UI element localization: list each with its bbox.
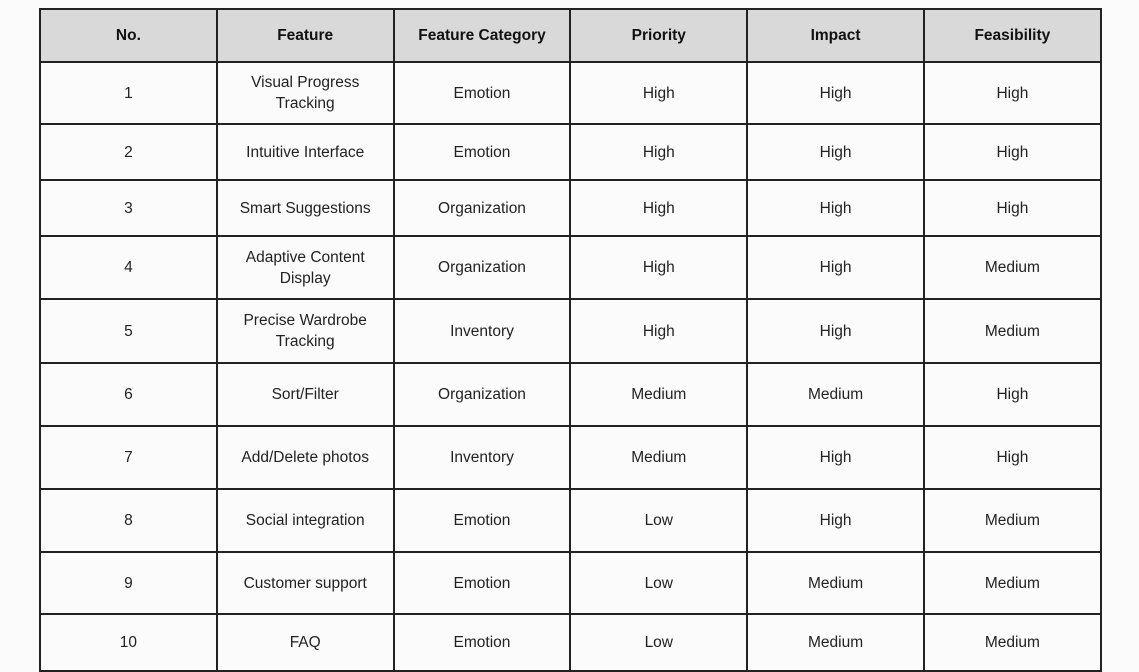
cell-no: 1 <box>40 62 217 124</box>
cell-feature: Social integration <box>217 489 394 552</box>
cell-no: 4 <box>40 236 217 299</box>
cell-priority: Low <box>570 552 747 614</box>
cell-feature: FAQ <box>217 614 394 671</box>
cell-impact: High <box>747 299 924 363</box>
cell-feature: Intuitive Interface <box>217 124 394 180</box>
cell-feasibility: Medium <box>924 236 1101 299</box>
cell-no: 9 <box>40 552 217 614</box>
table-row <box>40 426 1101 489</box>
cell-impact: Medium <box>747 363 924 426</box>
cell-impact: High <box>747 426 924 489</box>
feature-table-container <box>39 8 1102 672</box>
cell-category: Emotion <box>394 62 571 124</box>
table-row <box>40 363 1101 426</box>
cell-impact: High <box>747 180 924 236</box>
table-row <box>40 236 1101 299</box>
header-feature-category: Feature Category <box>394 9 571 62</box>
cell-feasibility: High <box>924 62 1101 124</box>
cell-feature: Adaptive Content Display <box>217 236 394 299</box>
table-row <box>40 62 1101 124</box>
table-row <box>40 489 1101 552</box>
cell-feature: Add/Delete photos <box>217 426 394 489</box>
cell-feasibility: Medium <box>924 299 1101 363</box>
cell-no: 3 <box>40 180 217 236</box>
cell-impact: Medium <box>747 552 924 614</box>
cell-category: Emotion <box>394 614 571 671</box>
cell-feature: Visual Progress Tracking <box>217 62 394 124</box>
cell-category: Emotion <box>394 124 571 180</box>
cell-no: 7 <box>40 426 217 489</box>
table-row <box>40 614 1101 671</box>
cell-priority: Low <box>570 614 747 671</box>
cell-impact: High <box>747 124 924 180</box>
cell-category: Emotion <box>394 489 571 552</box>
table-row <box>40 552 1101 614</box>
cell-feature: Customer support <box>217 552 394 614</box>
cell-feasibility: Medium <box>924 552 1101 614</box>
table-body <box>40 62 1101 671</box>
header-feasibility: Feasibility <box>924 9 1101 62</box>
cell-feasibility: High <box>924 124 1101 180</box>
cell-priority: High <box>570 236 747 299</box>
cell-category: Emotion <box>394 552 571 614</box>
cell-impact: High <box>747 236 924 299</box>
cell-category: Organization <box>394 180 571 236</box>
cell-no: 5 <box>40 299 217 363</box>
header-feature: Feature <box>217 9 394 62</box>
cell-feasibility: Medium <box>924 489 1101 552</box>
cell-feasibility: High <box>924 180 1101 236</box>
header-row <box>40 9 1101 62</box>
cell-impact: High <box>747 489 924 552</box>
cell-impact: High <box>747 62 924 124</box>
cell-impact: Medium <box>747 614 924 671</box>
cell-feasibility: Medium <box>924 614 1101 671</box>
cell-priority: High <box>570 62 747 124</box>
cell-priority: Medium <box>570 426 747 489</box>
table-row <box>40 299 1101 363</box>
cell-category: Inventory <box>394 299 571 363</box>
header-impact: Impact <box>747 9 924 62</box>
cell-feature: Smart Suggestions <box>217 180 394 236</box>
cell-feature: Sort/Filter <box>217 363 394 426</box>
table-row <box>40 180 1101 236</box>
cell-no: 2 <box>40 124 217 180</box>
cell-feasibility: High <box>924 426 1101 489</box>
cell-category: Inventory <box>394 426 571 489</box>
cell-priority: High <box>570 299 747 363</box>
cell-feature: Precise Wardrobe Tracking <box>217 299 394 363</box>
cell-no: 6 <box>40 363 217 426</box>
table-header <box>40 9 1101 62</box>
header-priority: Priority <box>570 9 747 62</box>
feature-prioritization-table <box>39 8 1102 672</box>
cell-priority: Low <box>570 489 747 552</box>
cell-category: Organization <box>394 236 571 299</box>
cell-category: Organization <box>394 363 571 426</box>
header-no: No. <box>40 9 217 62</box>
cell-no: 8 <box>40 489 217 552</box>
cell-priority: High <box>570 124 747 180</box>
cell-priority: High <box>570 180 747 236</box>
cell-no: 10 <box>40 614 217 671</box>
table-row <box>40 124 1101 180</box>
cell-feasibility: High <box>924 363 1101 426</box>
cell-priority: Medium <box>570 363 747 426</box>
